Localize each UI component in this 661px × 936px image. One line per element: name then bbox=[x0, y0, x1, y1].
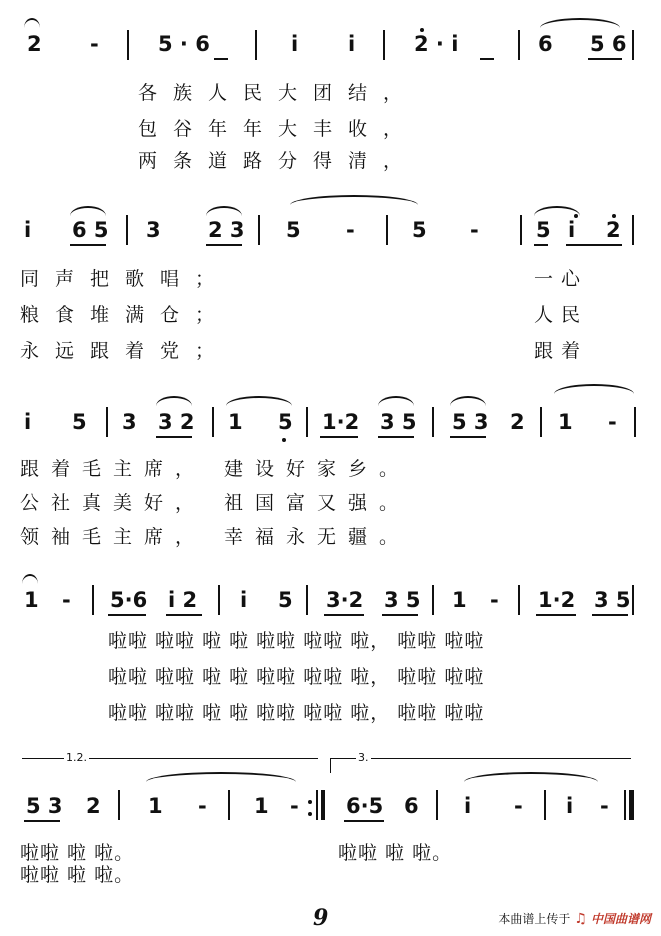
note: 1·2 bbox=[538, 588, 576, 612]
lyric-line: 跟 着 bbox=[534, 340, 582, 362]
note: 3 5 bbox=[380, 410, 417, 434]
final-bar-line bbox=[629, 790, 634, 820]
bar-line bbox=[92, 585, 94, 615]
note: - bbox=[290, 794, 299, 818]
volta-bracket bbox=[330, 758, 631, 773]
note: 2 3 bbox=[208, 218, 245, 242]
note: 5 · 6 bbox=[158, 32, 210, 56]
note: - bbox=[198, 794, 207, 818]
underline bbox=[588, 58, 622, 60]
upload-credit bbox=[498, 910, 651, 927]
slur-mark bbox=[70, 206, 106, 216]
note: 5·6 bbox=[110, 588, 148, 612]
bar-line bbox=[118, 790, 120, 820]
underline bbox=[378, 436, 414, 438]
note: 5 3 bbox=[26, 794, 63, 818]
slur-mark bbox=[450, 396, 486, 406]
site-logo-icon: ♫ bbox=[574, 910, 587, 927]
note: - bbox=[490, 588, 499, 612]
note: 3·2 bbox=[326, 588, 364, 612]
bar-line bbox=[212, 407, 214, 437]
page-number: 9 bbox=[313, 905, 329, 931]
note: 2 bbox=[510, 410, 525, 434]
bar-line bbox=[306, 585, 308, 615]
bar-line bbox=[624, 790, 626, 820]
lyric-line: 领袖毛主席， 幸福永无疆。 bbox=[20, 526, 411, 548]
note: 5 bbox=[72, 410, 87, 434]
note: 6 5 bbox=[72, 218, 109, 242]
octave-dot bbox=[420, 28, 424, 32]
note: i bbox=[464, 794, 472, 818]
tie-mark bbox=[22, 574, 38, 584]
note: i bbox=[24, 410, 32, 434]
octave-dot bbox=[282, 438, 286, 442]
lyric-line: 同声把歌唱； bbox=[20, 268, 231, 290]
lyric-line: 各族人民大团结， bbox=[138, 82, 419, 104]
note: i bbox=[566, 794, 574, 818]
note: 5 6 bbox=[590, 32, 627, 56]
tie-mark bbox=[554, 384, 634, 394]
note: i bbox=[348, 32, 356, 56]
underline bbox=[480, 58, 494, 60]
underline bbox=[324, 614, 364, 616]
note: 2 bbox=[606, 218, 621, 242]
note: 3 5 bbox=[594, 588, 631, 612]
note: - bbox=[90, 32, 99, 56]
note: 6 bbox=[404, 794, 419, 818]
note: - bbox=[608, 410, 617, 434]
underline bbox=[24, 820, 60, 822]
note: 2 · i bbox=[414, 32, 459, 56]
note: 2 bbox=[86, 794, 101, 818]
note: 5 bbox=[278, 410, 293, 434]
note: 1 bbox=[24, 588, 39, 612]
bar-line bbox=[540, 407, 542, 437]
bar-line bbox=[126, 215, 128, 245]
note: i bbox=[291, 32, 299, 56]
lyric-line: 啦啦 啦啦 啦 啦 啦啦 啦啦 啦， 啦啦 啦啦 bbox=[108, 666, 485, 688]
volta-label: 1.2. bbox=[66, 751, 87, 764]
note: 3 bbox=[122, 410, 137, 434]
note: 5 bbox=[536, 218, 551, 242]
lyric-line: 跟着毛主席， 建设好家乡。 bbox=[20, 458, 411, 480]
underline bbox=[166, 614, 202, 616]
bar-line bbox=[218, 585, 220, 615]
underline bbox=[450, 436, 486, 438]
lyric-line: 永远跟着党； bbox=[20, 340, 231, 362]
note: i bbox=[240, 588, 248, 612]
tie-mark bbox=[464, 772, 598, 782]
note: - bbox=[346, 218, 355, 242]
underline bbox=[156, 436, 192, 438]
lyric-line: 粮食堆满仓； bbox=[20, 304, 231, 326]
note: 6 bbox=[538, 32, 553, 56]
slur-mark bbox=[226, 396, 292, 406]
lyric-line: 两条道路分得清， bbox=[138, 150, 419, 172]
note: 6·5 bbox=[346, 794, 384, 818]
slur-mark bbox=[206, 206, 242, 216]
bar-line bbox=[316, 790, 318, 820]
underline bbox=[70, 244, 106, 246]
bar-line bbox=[632, 585, 634, 615]
volta-label: 3. bbox=[358, 751, 369, 764]
note: - bbox=[62, 588, 71, 612]
note: 5 3 bbox=[452, 410, 489, 434]
bar-line bbox=[386, 215, 388, 245]
bar-line bbox=[632, 30, 634, 60]
note: 5 bbox=[278, 588, 293, 612]
credit-text: 本曲谱上传于 bbox=[498, 912, 571, 926]
bar-line-thick bbox=[321, 790, 325, 820]
bar-line bbox=[258, 215, 260, 245]
underline bbox=[206, 244, 242, 246]
repeat-dot bbox=[308, 812, 312, 816]
bar-line bbox=[520, 215, 522, 245]
underline bbox=[320, 436, 358, 438]
bar-line bbox=[436, 790, 438, 820]
note: - bbox=[470, 218, 479, 242]
note: 1 bbox=[558, 410, 573, 434]
lyric-line: 啦啦 啦 啦。 bbox=[20, 842, 135, 864]
site-logo-text: 中国曲谱网 bbox=[590, 912, 651, 926]
underline bbox=[566, 244, 622, 246]
slur-mark bbox=[378, 396, 414, 406]
note: 1 bbox=[452, 588, 467, 612]
octave-dot bbox=[612, 214, 616, 218]
bar-line bbox=[383, 30, 385, 60]
bar-line bbox=[432, 585, 434, 615]
repeat-dot bbox=[308, 800, 312, 804]
octave-dot bbox=[574, 214, 578, 218]
bar-line bbox=[634, 407, 636, 437]
note: 5 bbox=[412, 218, 427, 242]
underline bbox=[382, 614, 418, 616]
note: i bbox=[568, 218, 576, 242]
note: 5 bbox=[286, 218, 301, 242]
slur-mark bbox=[156, 396, 192, 406]
lyric-line: 包谷年年大丰收， bbox=[138, 118, 419, 140]
lyric-line: 啦啦 啦啦 啦 啦 啦啦 啦啦 啦， 啦啦 啦啦 bbox=[108, 630, 485, 652]
tie-mark bbox=[146, 772, 296, 782]
note: - bbox=[514, 794, 523, 818]
underline bbox=[536, 614, 576, 616]
underline bbox=[534, 244, 548, 246]
note: 3 2 bbox=[158, 410, 195, 434]
note: i 2 bbox=[168, 588, 198, 612]
lyric-line: 一 心 bbox=[534, 268, 582, 290]
note: i bbox=[24, 218, 32, 242]
note: 1 bbox=[228, 410, 243, 434]
lyric-line: 啦啦 啦 啦。 bbox=[20, 864, 135, 886]
bar-line bbox=[632, 215, 634, 245]
bar-line bbox=[228, 790, 230, 820]
bar-line bbox=[106, 407, 108, 437]
underline bbox=[214, 58, 228, 60]
bar-line bbox=[432, 407, 434, 437]
bar-line bbox=[518, 30, 520, 60]
underline bbox=[592, 614, 628, 616]
bar-line bbox=[255, 30, 257, 60]
lyric-line: 啦啦 啦 啦。 bbox=[338, 842, 453, 864]
lyric-line: 啦啦 啦啦 啦 啦 啦啦 啦啦 啦， 啦啦 啦啦 bbox=[108, 702, 485, 724]
note: 1 bbox=[148, 794, 163, 818]
lyric-line: 人 民 bbox=[534, 304, 582, 326]
underline bbox=[344, 820, 384, 822]
note: 3 5 bbox=[384, 588, 421, 612]
bar-line bbox=[127, 30, 129, 60]
note: 3 bbox=[146, 218, 161, 242]
bar-line bbox=[518, 585, 520, 615]
lyric-line: 公社真美好， 祖国富又强。 bbox=[20, 492, 411, 514]
note: 1·2 bbox=[322, 410, 360, 434]
note: 1 bbox=[254, 794, 269, 818]
note: 2 bbox=[27, 32, 42, 56]
bar-line bbox=[544, 790, 546, 820]
tie-mark bbox=[24, 18, 40, 28]
slur-mark bbox=[540, 18, 620, 28]
tie-mark bbox=[290, 195, 418, 205]
bar-line bbox=[306, 407, 308, 437]
underline bbox=[108, 614, 146, 616]
note: - bbox=[600, 794, 609, 818]
